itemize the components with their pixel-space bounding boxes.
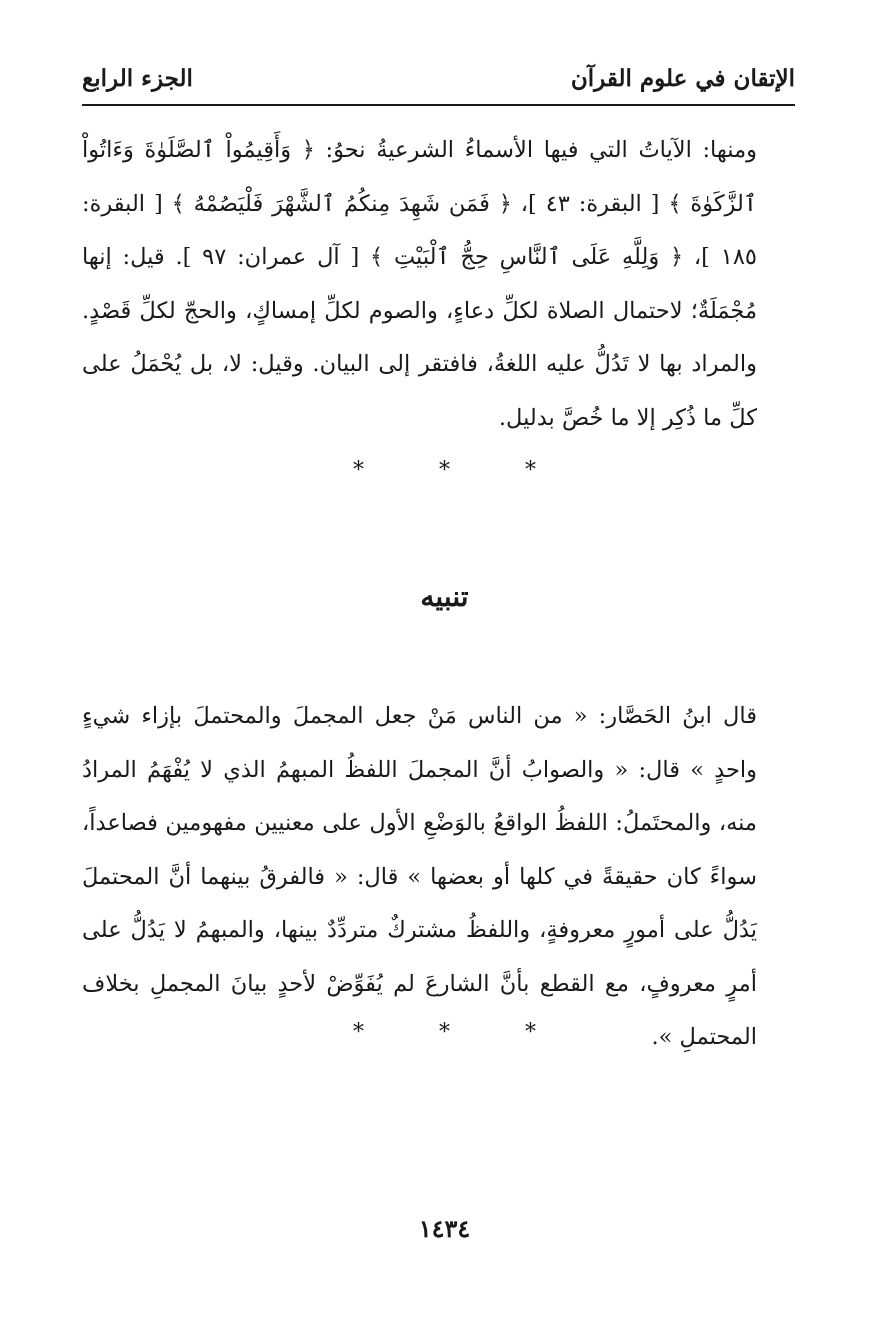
section-title: تنبيه bbox=[420, 580, 469, 613]
paragraph-text: قال ابنُ الحَصَّار: « من الناس مَنْ جعل المجملَ والمحتملَ بإزاء شيءٍ واحدٍ » قال: « والصوابُ أنَّ المجملَ اللفظُ المبهمُ الذي لا يُفْهَمُ المرادُ منه، والمحتَملُ: اللفظُ الواقعُ بالوَضْعِ الأول على معنيين مفهومين فصاعداً، سواءً كان حقيقةً في كلها أو بعضها » قال: « فالفرقُ بينهما أنَّ المحتملَ يَدُلُّ على أمورٍ معروفةٍ، واللفظُ مشتركٌ متردِّدٌ بينها، والمبهمُ لا يَدُلُّ على أمرٍ معروفٍ، مع القطع بأنَّ الشارعَ لم يُفَوِّضْ لأحدٍ بيانَ المجملِ بخلاف المحتملِ ». bbox=[82, 703, 757, 1050]
page-number: ١٤٣٤ bbox=[418, 1214, 471, 1243]
running-header bbox=[82, 58, 795, 98]
paragraph-text: ومنها: الآياتُ التي فيها الأسماءُ الشرعيةُ نحوُ: ﴿ وَأَقِيمُواْ ٱلصَّلَوٰةَ وَءَاتُواْ ٱلزَّكَوٰةَ ﴾ [ البقرة: ٤٣ ]، ﴿ فَمَن شَهِدَ مِنكُمُ ٱلشَّهْرَ فَلْيَصُمْهُ ﴾ [ البقرة: ١٨٥ ]، ﴿ وَلِلَّهِ عَلَى ٱلنَّاسِ حِجُّ ٱلْبَيْتِ ﴾ [ آل عمران: ٩٧ ]. قيل: إنها مُجْمَلَةٌ؛ لاحتمال الصلاة لكلِّ دعاءٍ، والصوم لكلِّ إمساكٍ، والحجّ لكلِّ قَصْدٍ. والمراد بها لا تَدُلُّ عليه اللغةُ، فافتقر إلى البيان. وقيل: لا، بل يُحْمَلُ على كلِّ ما ذُكِر إلا ما خُصَّ بدليل. bbox=[82, 137, 757, 431]
header-rule bbox=[82, 104, 795, 106]
volume-label: الجزء الرابع bbox=[82, 64, 193, 92]
section-separator: * * * bbox=[353, 458, 570, 483]
book-title: الإتقان في علوم القرآن bbox=[570, 64, 795, 92]
paragraph-sharia-names bbox=[82, 124, 795, 445]
section-separator: * * * bbox=[353, 1020, 570, 1045]
paragraph-ibn-al-hassar bbox=[82, 690, 795, 1065]
